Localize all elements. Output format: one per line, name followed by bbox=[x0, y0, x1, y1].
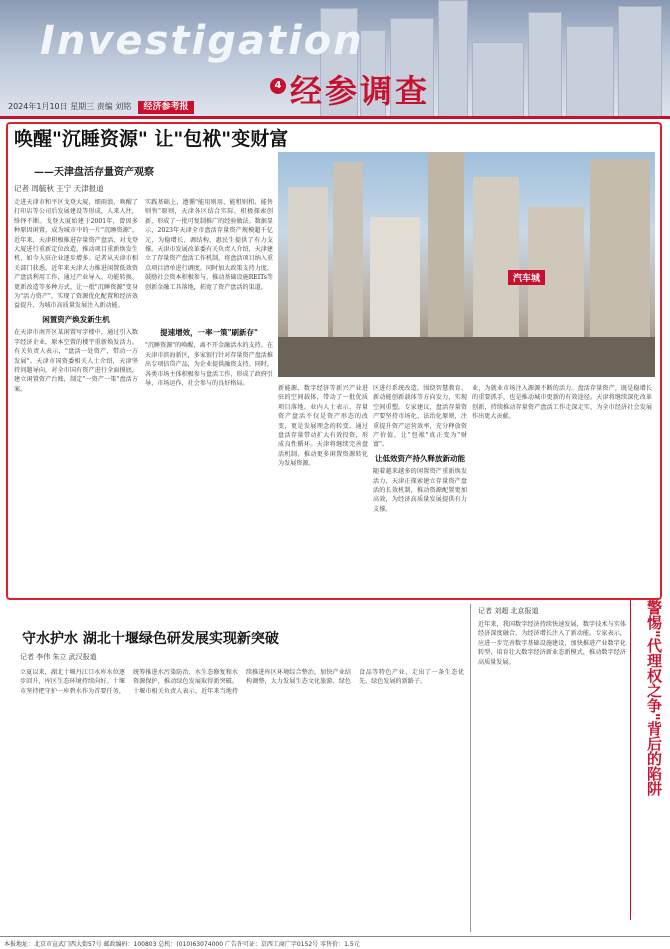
article-column-3 bbox=[278, 384, 368, 594]
article-paragraph: 实践基础上，遵循"能用则用、能租则租、能售则售"原则，天津各区结合实际，积极探索创新，形成了一批可复制推广的经验做法。数据显示，2023年天津全市盘活存量资产规模超千亿元，为稳增长、调结构、惠民生提供了有力支撑。天津市发展改革委有关负责人介绍，天津建立了存量资产盘活工作机制，将盘活项目纳入重点项目清单进行调度。同时加大政策支持力度，鼓励社会资本积极参与，推动基础设施REITs等创新金融工具落地，拓宽了资产盘活的渠道。 bbox=[145, 199, 273, 291]
masthead-logo: 经济参考报 bbox=[138, 101, 194, 114]
building-graphic bbox=[473, 177, 519, 337]
bottom-article-byline: 记者 李伟 朱立 武汉报道 bbox=[20, 653, 97, 661]
article-paragraph: 立夏以来，湖北十堰丹江口水库水位逐步回升，库区生态环境持续向好。十堰市坚持把守护一库碧水作为首要任务，统筹推进水污染防治、水生态修复和水资源保护，推动绿色发展取得新突破。十堰市相关负责人表示，近年来当地持续推进库区环境综合整治，加快产业结构调整，大力发展生态文化旅游、绿色食品等特色产业，走出了一条生态优先、绿色发展的新路子。 bbox=[20, 669, 464, 695]
commentary-title: 警惕"代理权之争"背后的陷阱 bbox=[645, 600, 663, 796]
bottom-article-headline: 守水护水 湖北十堰绿色研发展实现新突破 bbox=[22, 631, 279, 647]
building-graphic bbox=[428, 152, 464, 337]
article-byline: 记者 周毓秋 王宁 天津报道 bbox=[14, 184, 104, 193]
article-paragraph: 近年来，我国数字经济持续快速发展，数字技术与实体经济深度融合，为经济增长注入了新动能。专家表示，应进一步完善数字基础设施建设，加快推进产业数字化转型，培育壮大数字经济新业态新模式，推动数字经济高质量发展。 bbox=[478, 621, 626, 666]
article-column-4 bbox=[373, 384, 467, 594]
street-graphic bbox=[278, 337, 655, 377]
sidebar-article-body bbox=[478, 620, 626, 930]
date-line: 2024年1月10日 星期三 责编 刘铭 bbox=[8, 102, 132, 111]
photo-sign: 汽车城 bbox=[508, 270, 545, 285]
article-subheading: 让低效资产持久释放新动能 bbox=[375, 453, 465, 463]
building-graphic bbox=[288, 187, 328, 337]
section-brand-english: Investigation bbox=[40, 18, 364, 64]
bottom-article-body bbox=[20, 668, 464, 930]
commentary-rule bbox=[630, 600, 631, 920]
section-title: 经参调查 bbox=[290, 72, 431, 110]
article-subheading: 闲置资产焕发新生机 bbox=[42, 314, 110, 324]
article-paragraph: 随着越来越多的闲置资产重新焕发活力，天津正探索建立存量资产盘活的长效机制，推动资源配置更加高效，为经济高质量发展提供有力支撑。 bbox=[373, 468, 467, 513]
sidebar-byline: 记者 刘超 北京报道 bbox=[478, 607, 539, 615]
article-photo bbox=[278, 152, 655, 377]
article-subheading: 提速增效，一率一策"刷新存" bbox=[160, 328, 258, 338]
building-graphic bbox=[590, 159, 650, 337]
article-paragraph: 业，为就业市场注入源源不断的活力。盘活存量资产，既是稳增长的重要抓手，也是推动城市更新的有效途径。天津将继续深化改革创新，持续推动存量资产盘活工作走深走实，为全市经济社会发展作出更大贡献。 bbox=[472, 385, 652, 421]
article-paragraph: "沉睡资源"的唤醒，离不开金融活水的支持。在天津市滨海新区，多家银行针对存量资产盘活推出专项信贷产品，为企业提供融资支持。同时，各类市场主体积极参与盘活工作，形成了政府引导、市场运作、社会参与的良好格局。 bbox=[145, 342, 273, 388]
article-paragraph: 新能源、数字经济等新兴产业进驻的空间载体，带动了一批优质项目落地。业内人士表示，存量资产盘活不仅是资产形态的改变，更是发展理念的转变，通过盘活存量带动扩大有效投资，形成良性循环。天津将继续完善盘活机制，推动更多闲置资源转化为发展资源。 bbox=[278, 385, 368, 468]
article-subhead: ——天津盘活存量资产观察 bbox=[34, 167, 154, 178]
article-column-5 bbox=[472, 384, 652, 594]
building-graphic bbox=[370, 217, 420, 337]
header-rule bbox=[0, 116, 670, 119]
article-paragraph: 区进行系统改造，围绕智慧教育、新动能创新载体等方向发力，实现空间重塑。专家建议，盘活存量资产要坚持市场化、法治化原则，注重提升资产运营效率，充分释放资产价值，让"包袱"真正变为"财富"。 bbox=[373, 385, 467, 449]
building-graphic bbox=[333, 162, 363, 337]
article-headline: 唤醒"沉睡资源" 让"包袱"变财富 bbox=[14, 128, 289, 150]
article-paragraph: 在天津市南开区某闲置写字楼中，通过引入数字经济企业，原本空置的楼宇重新焕发活力。有关负责人表示，"盘活一处资产，带动一方发展"。天津市国资委相关人士介绍，天津坚持问题导向，对全市国有资产进行全面摸底，建立闲置资产台账，制定"一资产一策"盘活方案。 bbox=[14, 329, 138, 393]
article-column-1 bbox=[14, 198, 138, 593]
column-divider bbox=[470, 604, 471, 932]
page-footer: 本报地址：北京市宣武门西大街57号 邮政编码：100803 总机：(010)63074000 广告许可证：京西工商广字0152号 零售价：1.5元 bbox=[0, 936, 670, 949]
article-paragraph: 走进天津市和平区戈登大厦，细雨浪、唤醒了打印店等公司后发展建设等形成，人来人往，络绎不断。戈登大厦始建于2001年，曾因多种原因闲置，成为城市中的一片"沉睡资源"。近年来，天津积极推进存量资产盘活，对戈登大厦进行重新定位改造，推动项目重新焕发生机，如今入驻企业逐步增多。记者从天津市相关部门获悉，近年来天津大力推进闲置低效资产盘活利用工作，通过产业导入、功能转换、更新改造等多种方式，让一批"沉睡资源"变身为"活力资产"，实现了资源优化配置和经济效益提升，为城市高质量发展注入新动能。 bbox=[14, 199, 138, 310]
article-column-2 bbox=[145, 198, 273, 593]
page-number-badge: 4 bbox=[270, 78, 286, 94]
